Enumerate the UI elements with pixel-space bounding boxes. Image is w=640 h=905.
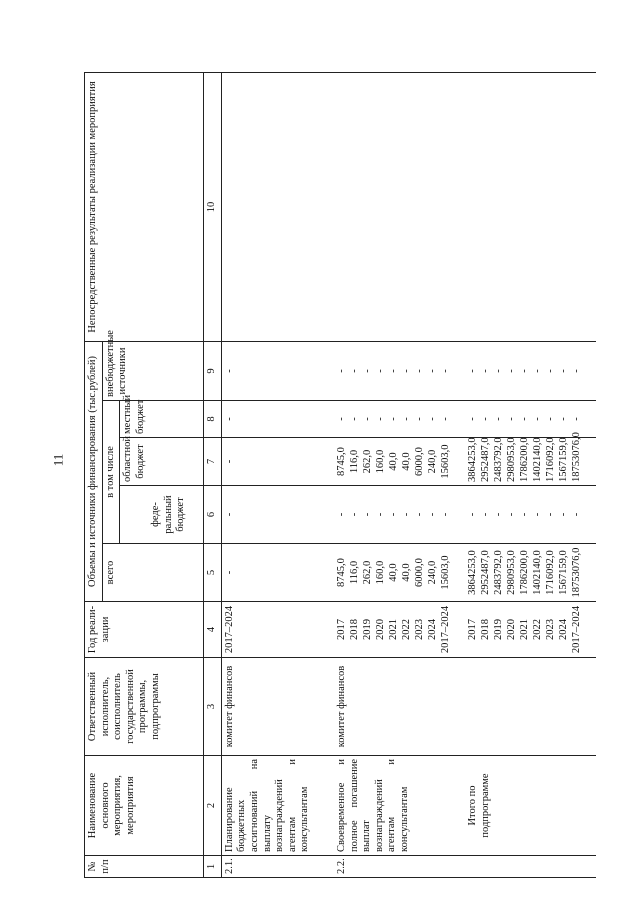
year-value: 2021	[518, 619, 530, 640]
total-value: 8745,0	[335, 558, 347, 587]
row-regional	[221, 438, 334, 486]
local-value: -	[479, 417, 491, 421]
local-value: -	[387, 417, 399, 421]
regional-value: 6000,0	[413, 447, 425, 476]
total-value: -	[223, 570, 235, 575]
year-value: 2022	[400, 619, 412, 640]
row-years	[221, 602, 334, 658]
col-number: 8	[204, 401, 222, 438]
row-results	[465, 72, 596, 341]
total-value: 1716092,0	[544, 550, 556, 595]
year-value: 2017	[466, 619, 478, 640]
local-value: -	[570, 417, 582, 421]
total-value: 6000,0	[413, 558, 425, 587]
column-numbers-row	[204, 72, 222, 877]
local-value: -	[335, 417, 347, 421]
federal-value: -	[413, 512, 425, 517]
federal-value: -	[518, 512, 530, 517]
col-number: 9	[204, 341, 222, 400]
year-value: 2020	[505, 619, 517, 640]
row-results	[221, 72, 334, 341]
col-number: 4	[204, 602, 222, 658]
offbudget-value: -	[492, 369, 504, 373]
header-name: Наименование основного мероприятия, мероприятия	[85, 756, 204, 856]
row-executor	[465, 658, 596, 756]
header-regional: областной бюджет	[120, 438, 204, 486]
header-results: Непосредственные результаты реализации мероприятия	[85, 72, 204, 341]
financing-table	[84, 72, 596, 878]
federal-value: -	[223, 512, 235, 517]
federal-value: -	[505, 512, 517, 517]
row-total	[334, 544, 465, 602]
row-total	[221, 544, 334, 602]
local-value: -	[361, 417, 373, 421]
row-years	[465, 602, 596, 658]
total-value: 3864253,0	[466, 550, 478, 595]
local-value: -	[348, 417, 360, 421]
row-local	[221, 401, 334, 438]
year-value: 2019	[492, 619, 504, 640]
local-value: -	[466, 417, 478, 421]
total-value: 2980953,0	[505, 550, 517, 595]
offbudget-value: -	[531, 369, 543, 373]
regional-value: 2483792,0	[492, 437, 504, 482]
year-value: 2024	[426, 619, 438, 640]
offbudget-value: -	[518, 369, 530, 373]
offbudget-value: -	[544, 369, 556, 373]
year-value: 2019	[361, 619, 373, 640]
total-value: 116,0	[348, 560, 360, 585]
row-name: Своевременное и полное погашение выплат вознаграждений агентам и консультантам	[334, 756, 465, 856]
year-value: 2021	[387, 619, 399, 640]
total-value: 2483792,0	[492, 550, 504, 595]
regional-value: 1786200,0	[518, 437, 530, 482]
federal-value: -	[479, 512, 491, 517]
col-number: 5	[204, 544, 222, 602]
regional-value: 1567159,0	[557, 437, 569, 482]
year-value: 2020	[374, 619, 386, 640]
federal-value: -	[466, 512, 478, 517]
local-value: -	[518, 417, 530, 421]
rotated-page	[84, 73, 582, 878]
local-value: -	[400, 417, 412, 421]
header-num: № п/п	[85, 856, 204, 878]
federal-value: -	[348, 512, 360, 517]
total-value: 18753076,0	[570, 547, 582, 598]
offbudget-value: -	[557, 369, 569, 373]
federal-value: -	[531, 512, 543, 517]
header-year: Год реали-зации	[85, 602, 204, 658]
header-including: в том числе	[102, 401, 120, 544]
row-executor: комитет финансов	[334, 658, 465, 756]
offbudget-value: -	[413, 369, 425, 373]
row-num: 2.1.	[221, 856, 334, 878]
row-offbudget	[334, 341, 465, 400]
federal-value: -	[400, 512, 412, 517]
total-value: 40,0	[387, 563, 399, 582]
federal-value: -	[335, 512, 347, 517]
year-value: 2017–2024	[439, 605, 451, 654]
offbudget-value: -	[387, 369, 399, 373]
row-federal	[221, 486, 334, 544]
year-value: 2017	[335, 619, 347, 640]
regional-value: 240,0	[426, 449, 438, 474]
table-row	[465, 72, 596, 877]
offbudget-value: -	[466, 369, 478, 373]
row-local	[334, 401, 465, 438]
row-results	[334, 72, 465, 341]
row-regional	[465, 432, 596, 486]
row-offbudget	[465, 341, 596, 400]
regional-value: 1716092,0	[544, 437, 556, 482]
federal-value: -	[361, 512, 373, 517]
total-value: 40,0	[400, 563, 412, 582]
federal-value: -	[570, 512, 582, 517]
year-value: 2017–2024	[570, 605, 582, 654]
table-row	[221, 72, 334, 877]
offbudget-value: -	[439, 369, 451, 373]
row-executor: комитет финансов	[221, 658, 334, 756]
offbudget-value: -	[223, 369, 235, 373]
offbudget-value: -	[505, 369, 517, 373]
regional-value: 8745,0	[335, 447, 347, 476]
row-name: Итого по подпрограмме	[465, 756, 596, 856]
row-num: 2.2.	[334, 856, 465, 878]
regional-value: 18753076,0	[570, 432, 582, 482]
col-number: 6	[204, 486, 222, 544]
header-offbudget: внебюджетные источники	[102, 341, 204, 400]
local-value: -	[426, 417, 438, 421]
col-number: 7	[204, 438, 222, 486]
regional-value: 262,0	[361, 449, 373, 474]
regional-value: 40,0	[400, 452, 412, 471]
offbudget-value: -	[570, 369, 582, 373]
table-row	[334, 72, 465, 877]
row-name: Планирование бюджетных ассигнований на выплату вознаграждений агентам и консультантам	[221, 756, 334, 856]
federal-value: -	[374, 512, 386, 517]
local-value: -	[492, 417, 504, 421]
header-total: всего	[102, 544, 204, 602]
local-value: -	[505, 417, 517, 421]
regional-value: -	[223, 459, 235, 464]
total-value: 240,0	[426, 560, 438, 585]
col-number: 3	[204, 658, 222, 756]
total-value: 15603,0	[439, 555, 451, 590]
header-executor: Ответственный исполнитель, соисполнитель государственной программы, подпрограммы	[85, 658, 204, 756]
regional-value: 3864253,0	[466, 437, 478, 482]
table-body	[221, 72, 596, 877]
offbudget-value: -	[400, 369, 412, 373]
header-federal: феде-ральный бюджет	[120, 486, 204, 544]
row-federal	[465, 486, 596, 544]
local-value: -	[557, 417, 569, 421]
federal-value: -	[544, 512, 556, 517]
regional-value: 116,0	[348, 449, 360, 474]
offbudget-value: -	[361, 369, 373, 373]
regional-value: 15603,0	[439, 444, 451, 479]
col-number: 10	[204, 72, 222, 341]
federal-value: -	[492, 512, 504, 517]
federal-value: -	[426, 512, 438, 517]
total-value: 262,0	[361, 560, 373, 585]
federal-value: -	[557, 512, 569, 517]
col-number: 1	[204, 856, 222, 878]
year-value: 2018	[479, 619, 491, 640]
regional-value: 40,0	[387, 452, 399, 471]
local-value: -	[374, 417, 386, 421]
offbudget-value: -	[335, 369, 347, 373]
row-offbudget	[221, 341, 334, 400]
federal-value: -	[387, 512, 399, 517]
year-value: 2018	[348, 619, 360, 640]
year-value: 2023	[413, 619, 425, 640]
total-value: 2952487,0	[479, 550, 491, 595]
local-value: -	[544, 417, 556, 421]
year-value: 2023	[544, 619, 556, 640]
total-value: 1567159,0	[557, 550, 569, 595]
local-value: -	[439, 417, 451, 421]
regional-value: 160,0	[374, 449, 386, 474]
regional-value: 1402140,0	[531, 437, 543, 482]
offbudget-value: -	[374, 369, 386, 373]
col-number: 2	[204, 756, 222, 856]
local-value: -	[531, 417, 543, 421]
offbudget-value: -	[348, 369, 360, 373]
row-federal	[334, 486, 465, 544]
local-value: -	[223, 417, 235, 421]
page-number: 11	[50, 453, 66, 467]
offbudget-value: -	[426, 369, 438, 373]
year-value: 2024	[557, 619, 569, 640]
header-local: местный бюджет	[120, 401, 204, 438]
local-value: -	[413, 417, 425, 421]
total-value: 1402140,0	[531, 550, 543, 595]
row-regional	[334, 438, 465, 486]
regional-value: 2952487,0	[479, 437, 491, 482]
total-value: 160,0	[374, 560, 386, 585]
year-value: 2017–2024	[223, 605, 235, 654]
row-num	[465, 856, 596, 878]
row-total	[465, 544, 596, 602]
regional-value: 2980953,0	[505, 437, 517, 482]
total-value: 1786200,0	[518, 550, 530, 595]
row-years	[334, 602, 465, 658]
offbudget-value: -	[479, 369, 491, 373]
federal-value: -	[439, 512, 451, 517]
year-value: 2022	[531, 619, 543, 640]
header-funding: Объемы и источники финансирования (тыс.рублей)	[85, 341, 103, 601]
